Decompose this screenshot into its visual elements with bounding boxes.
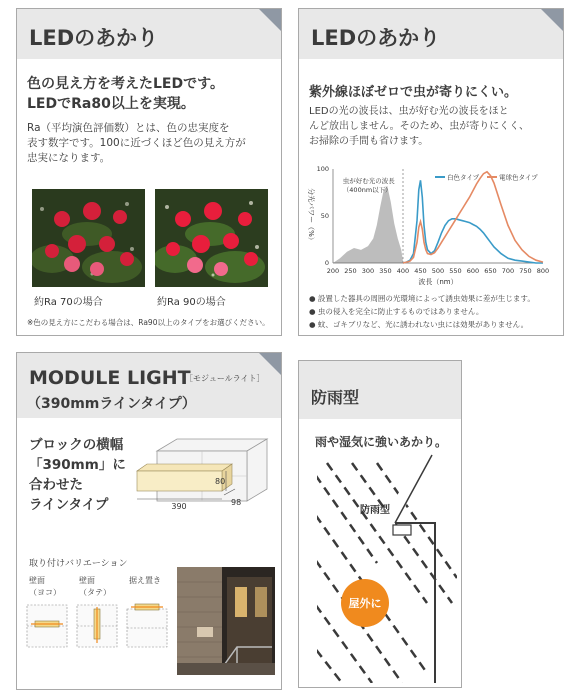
footnote: ※色の見え方にこだわる場合は、Ra90以上のタイプをお選びください。 (27, 318, 270, 327)
variation-standing-label: 据え置き (129, 576, 161, 585)
heading-line: 紫外線ほぼゼロで虫が寄りにくい。 (309, 85, 518, 100)
corner-tab (259, 9, 281, 31)
description-line-2: んど放出しません。そのため、虫が寄りにくく、 (309, 121, 529, 132)
outdoor-label: 屋外に (348, 597, 382, 610)
card-title: LEDのあかり (311, 26, 441, 50)
x-tick-label: 350 (379, 267, 392, 275)
entrance-photo (177, 567, 275, 675)
y-tick-label: 100 (316, 165, 329, 173)
block-dimension-illustration (127, 429, 277, 529)
legend-label-1: 白色タイプ (447, 173, 480, 182)
description-line-1: LEDの光の波長は、虫が好む光の波長をほと (309, 106, 509, 117)
x-tick-label: 600 (466, 267, 480, 275)
rainproof-card (298, 360, 462, 688)
note-bullet-3: ● 蚊、ゴキブリなど、光に誘われない虫には効果がありません。 (309, 320, 529, 329)
feature-line-4: ラインタイプ (29, 497, 109, 513)
feature-line-1: ブロックの横幅 (29, 437, 124, 453)
y-tick-label: 50 (320, 212, 329, 220)
corner-tab (541, 9, 563, 31)
variation-wall-vertical-icon (75, 601, 121, 651)
x-tick-label: 200 (326, 267, 340, 275)
variation-wall-horizontal-icon (25, 601, 71, 651)
description-line-3: 忠実になります。 (27, 152, 111, 164)
x-tick-label: 750 (519, 267, 532, 275)
variation-wall-vertical-label: 壁面 （タテ） (79, 576, 111, 597)
x-tick-label: 300 (361, 267, 375, 275)
variation-standing-icon (125, 601, 171, 651)
module-light-card (16, 352, 282, 690)
feature-line-2: 「390mm」に (29, 457, 126, 473)
x-tick-label: 250 (344, 267, 357, 275)
card-subtitle: （390mmラインタイプ） (27, 396, 196, 412)
x-tick-label: 450 (414, 267, 427, 275)
rainproof-illustration (317, 453, 457, 683)
x-tick-label: 650 (484, 267, 497, 275)
roses-photo-ra90 (155, 189, 268, 287)
dim-80: 80 (215, 477, 226, 486)
x-tick-label: 700 (501, 267, 515, 275)
x-tick-label: 550 (449, 267, 462, 275)
description-line-1: Ra（平均演色評価数）とは、色の忠実度を (27, 122, 230, 134)
corner-tab (259, 353, 281, 375)
feature-line-3: 合わせた (29, 477, 83, 493)
heading-line-2: LEDでRa80以上を実現。 (27, 96, 195, 112)
roses-photo-ra70 (32, 189, 145, 287)
note-bullet-1: ● 設置した器具の周囲の光環境によって誘虫効果に差が生じます。 (309, 294, 535, 303)
x-tick-label: 500 (431, 267, 445, 275)
y-axis-label: 分光パワー（%） (307, 188, 315, 244)
note-bullet-2: ● 虫の侵入を完全に防止するものではありません。 (309, 307, 484, 316)
x-tick-label: 800 (536, 267, 550, 275)
variation-wall-horizontal-label: 壁面 （ヨコ） (29, 576, 61, 597)
uv-card (298, 8, 564, 336)
description-line-2: 表す数字です。100に近づくほど色の見え方が (27, 137, 246, 149)
x-tick-label: 400 (396, 267, 410, 275)
card-title: MODULE LIGHT (29, 367, 191, 389)
spectrum-chart (303, 161, 561, 289)
x-axis-label: 波長（nm） (418, 278, 458, 286)
card-title: 防雨型 (311, 388, 360, 407)
heading-line-1: 色の見え方を考えたLEDです。 (27, 76, 224, 92)
variation-title: 取り付けバリエーション (29, 559, 128, 569)
fixture-label: 防雨型 (360, 505, 390, 516)
description-line-3: お掃除の手間も省けます。 (309, 136, 429, 147)
annotation-line-2: （400nm以下） (342, 186, 392, 194)
uv-area (333, 186, 403, 263)
ra-card (16, 8, 282, 336)
y-tick-label: 0 (324, 259, 329, 267)
annotation-line-1: 虫が好む光の波長 (342, 177, 395, 185)
heading-line: 雨や湿気に強いあかり。 (315, 435, 448, 449)
legend-label-2: 電球色タイプ (499, 173, 538, 182)
card-title: LEDのあかり (29, 26, 159, 50)
caption-ra70: 約Ra 70の場合 (34, 297, 103, 308)
dim-98: 98 (231, 498, 242, 507)
caption-ra90: 約Ra 90の場合 (157, 297, 226, 308)
card-title-katakana: ［モジュールライト］ (185, 374, 265, 383)
dim-390: 390 (171, 502, 187, 511)
